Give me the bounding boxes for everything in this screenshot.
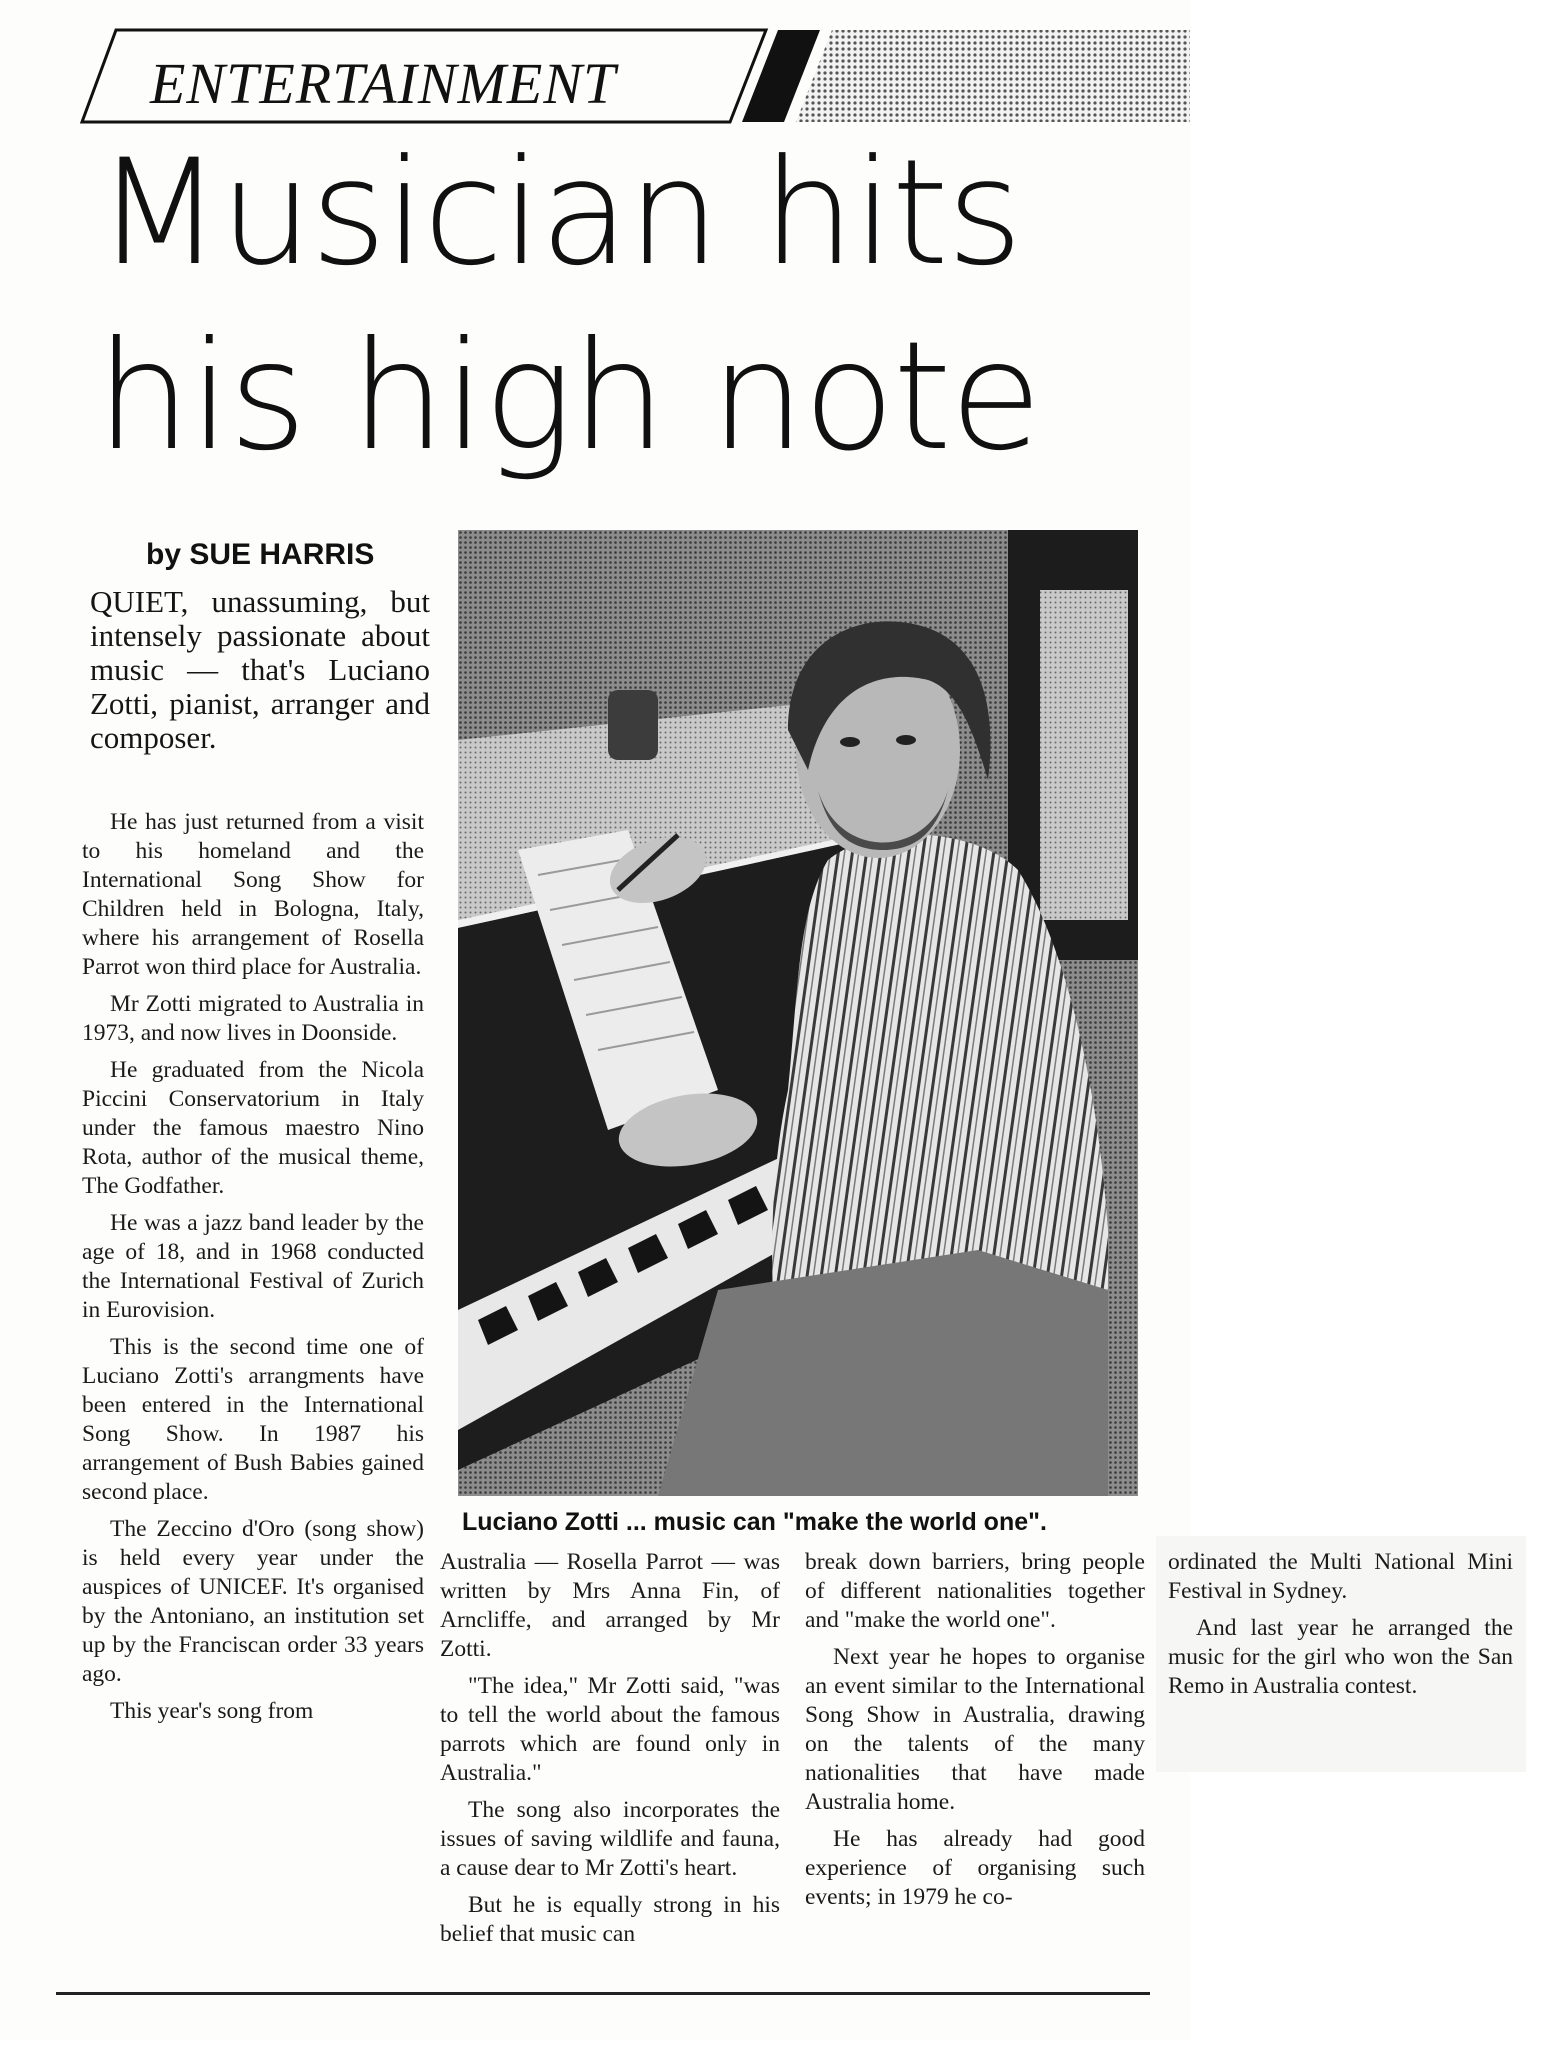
headline-line-2: his high note xyxy=(96,310,1041,484)
article-column-3 xyxy=(805,1548,1145,1920)
photo-caption: Luciano Zotti ... music can "make the world one". xyxy=(462,1508,1047,1536)
paragraph: Next year he hopes to organise an event similar to the International Song Show in Australia, drawing on the talents of the many nationalities that have made Australia home. xyxy=(805,1644,1145,1815)
lead-paragraph: QUIET, unassuming, but intensely passionate about music — that's Luciano Zotti, pianist, arranger and composer. xyxy=(90,584,430,755)
paragraph: This year's song from xyxy=(110,1698,314,1724)
paragraph: ordinated the Multi National Mini Festival in Sydney. xyxy=(1168,1549,1513,1604)
headline-line-1: Musician hits xyxy=(96,128,1021,298)
byline: by SUE HARRIS xyxy=(146,538,375,571)
paragraph: The Zeccino d'Oro (song show) is held every year under the auspices of UNICEF. It's organised by the Antoniano, an institution set up by the Franciscan order 33 years ago. xyxy=(82,1516,424,1687)
section-banner xyxy=(78,22,1190,124)
paragraph: He graduated from the Nicola Piccini Conservatorium in Italy under the famous maestro Nino Rota, author of the musical theme, The Godfather. xyxy=(82,1057,424,1199)
paragraph: And last year he arranged the music for the girl who won the San Remo in Australia contest. xyxy=(1168,1615,1513,1699)
paragraph: But he is equally strong in his belief that music can xyxy=(440,1892,780,1947)
paragraph: "The idea," Mr Zotti said, "was to tell the world about the famous parrots which are found only in Australia." xyxy=(440,1673,780,1786)
paragraph: He has already had good experience of organising such events; in 1979 he co- xyxy=(805,1826,1145,1910)
paragraph: He has just returned from a visit to his homeland and the International Song Show for Children held in Bologna, Italy, where his arrangement of Rosella Parrot won third place for Australia. xyxy=(82,809,424,980)
photo-illustration xyxy=(458,530,1138,1496)
article-column-2 xyxy=(440,1548,780,1957)
paragraph: He was a jazz band leader by the age of 18, and in 1968 conducted the International Festival of Zurich in Eurovision. xyxy=(82,1210,424,1323)
paragraph: break down barriers, bring people of different nationalities together and "make the world one". xyxy=(805,1549,1145,1633)
article-column-4 xyxy=(1168,1548,1513,1709)
paragraph: Australia — Rosella Parrot — was written by Mrs Anna Fin, of Arncliffe, and arranged by Mr Zotti. xyxy=(440,1549,780,1662)
paragraph: This is the second time one of Luciano Zotti's arrangments have been entered in the International Song Show. In 1987 his arrangement of Bush Babies gained second place. xyxy=(82,1334,424,1505)
bottom-rule xyxy=(56,1992,1150,1995)
paragraph: The song also incorporates the issues of saving wildlife and fauna, a cause dear to Mr Zotti's heart. xyxy=(440,1797,780,1881)
section-label: ENTERTAINMENT xyxy=(150,51,617,116)
article-column-1 xyxy=(82,808,424,1734)
photo xyxy=(458,530,1138,1496)
paragraph: Mr Zotti migrated to Australia in 1973, and now lives in Doonside. xyxy=(82,991,424,1046)
